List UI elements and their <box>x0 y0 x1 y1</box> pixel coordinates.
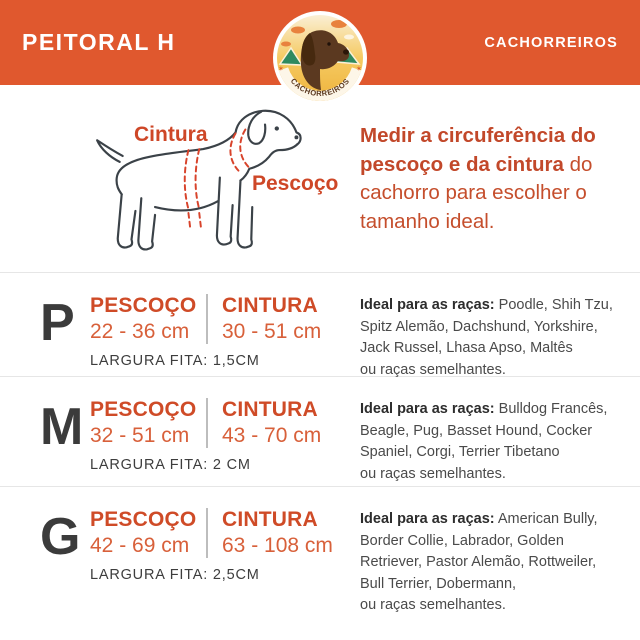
breed-line: Spitz Alemão, Dachshund, Yorkshire, <box>360 318 598 335</box>
measurement-instructions <box>360 122 596 236</box>
breed-line: ou raças semelhantes. <box>360 465 506 482</box>
brand-name: CACHORREIROS <box>484 34 618 51</box>
instructions-line: tamanho ideal. <box>360 209 495 233</box>
instructions-line: Medir a circuferência do <box>360 124 596 147</box>
waist-label: Cintura <box>134 123 208 146</box>
star-icon: ✶ <box>278 66 284 73</box>
breed-recommendations <box>360 399 638 485</box>
size-specs <box>90 398 360 473</box>
column-divider <box>206 294 208 344</box>
measurement-section <box>0 85 640 272</box>
breed-line: Ideal para as raças: Poodle, Shih Tzu, <box>360 297 613 313</box>
cloud-icon <box>281 42 291 47</box>
breed-recommendations <box>360 295 638 381</box>
breed-recommendations <box>360 509 638 617</box>
star-icon: ✶ <box>356 66 362 73</box>
column-divider <box>206 508 208 558</box>
brand-logo-badge-icon <box>272 10 368 106</box>
size-letter: G <box>40 508 80 566</box>
strap-width: LARGURA FITA: 2,5CM <box>90 567 260 583</box>
breed-line: ou raças semelhantes. <box>360 361 506 378</box>
brand-logo <box>272 10 368 106</box>
neck-range: 32 - 51 cm <box>90 424 190 447</box>
breed-line: Border Collie, Labrador, Golden <box>360 532 564 549</box>
neck-range: 22 - 36 cm <box>90 320 190 343</box>
neck-column-header: PESCOÇO <box>90 508 197 531</box>
size-specs <box>90 508 360 583</box>
size-letter: P <box>40 294 74 352</box>
logo-badge-text: CACHORREIROS <box>288 76 352 99</box>
size-row-g <box>0 486 640 640</box>
neck-column-header: PESCOÇO <box>90 294 197 317</box>
cloud-icon <box>291 27 305 34</box>
size-specs <box>90 294 360 369</box>
strap-width: LARGURA FITA: 2 CM <box>90 457 251 473</box>
breed-line: Ideal para as raças: Bulldog Francês, <box>360 401 608 417</box>
waist-range: 30 - 51 cm <box>222 320 322 343</box>
breed-line: Retriever, Pastor Alemão, Rottweiler, <box>360 554 597 570</box>
neck-column-header: PESCOÇO <box>90 398 197 421</box>
waist-range: 43 - 70 cm <box>222 424 322 447</box>
instructions-line: cachorro para escolher o <box>360 181 587 204</box>
waist-column-header: CINTURA <box>222 294 318 317</box>
neck-range: 42 - 69 cm <box>90 534 190 557</box>
product-title: PEITORAL H <box>22 29 176 55</box>
cloud-icon <box>344 35 354 40</box>
size-row-m <box>0 376 640 486</box>
breed-line: ou raças semelhantes. <box>360 597 506 613</box>
strap-width: LARGURA FITA: 1,5CM <box>90 353 260 369</box>
column-divider <box>206 398 208 448</box>
waist-column-header: CINTURA <box>222 508 318 531</box>
neck-label: Pescoço <box>252 172 339 195</box>
waist-range: 63 - 108 cm <box>222 534 333 557</box>
size-table <box>0 272 640 640</box>
instructions-line: pescoço e da cintura do <box>360 152 593 176</box>
breed-line: Bull Terrier, Dobermann, <box>360 575 517 592</box>
breed-line: Ideal para as raças: American Bully, <box>360 511 598 527</box>
waist-column-header: CINTURA <box>222 398 318 421</box>
size-letter: M <box>40 398 83 456</box>
dog-measurement-diagram <box>92 101 339 263</box>
size-row-p <box>0 272 640 376</box>
breed-line: Jack Russel, Lhasa Apso, Maltês <box>360 340 573 356</box>
breed-line: Spaniel, Corgi, Terrier Tibetano <box>360 444 560 460</box>
breed-line: Beagle, Pug, Basset Hound, Cocker <box>360 422 593 439</box>
